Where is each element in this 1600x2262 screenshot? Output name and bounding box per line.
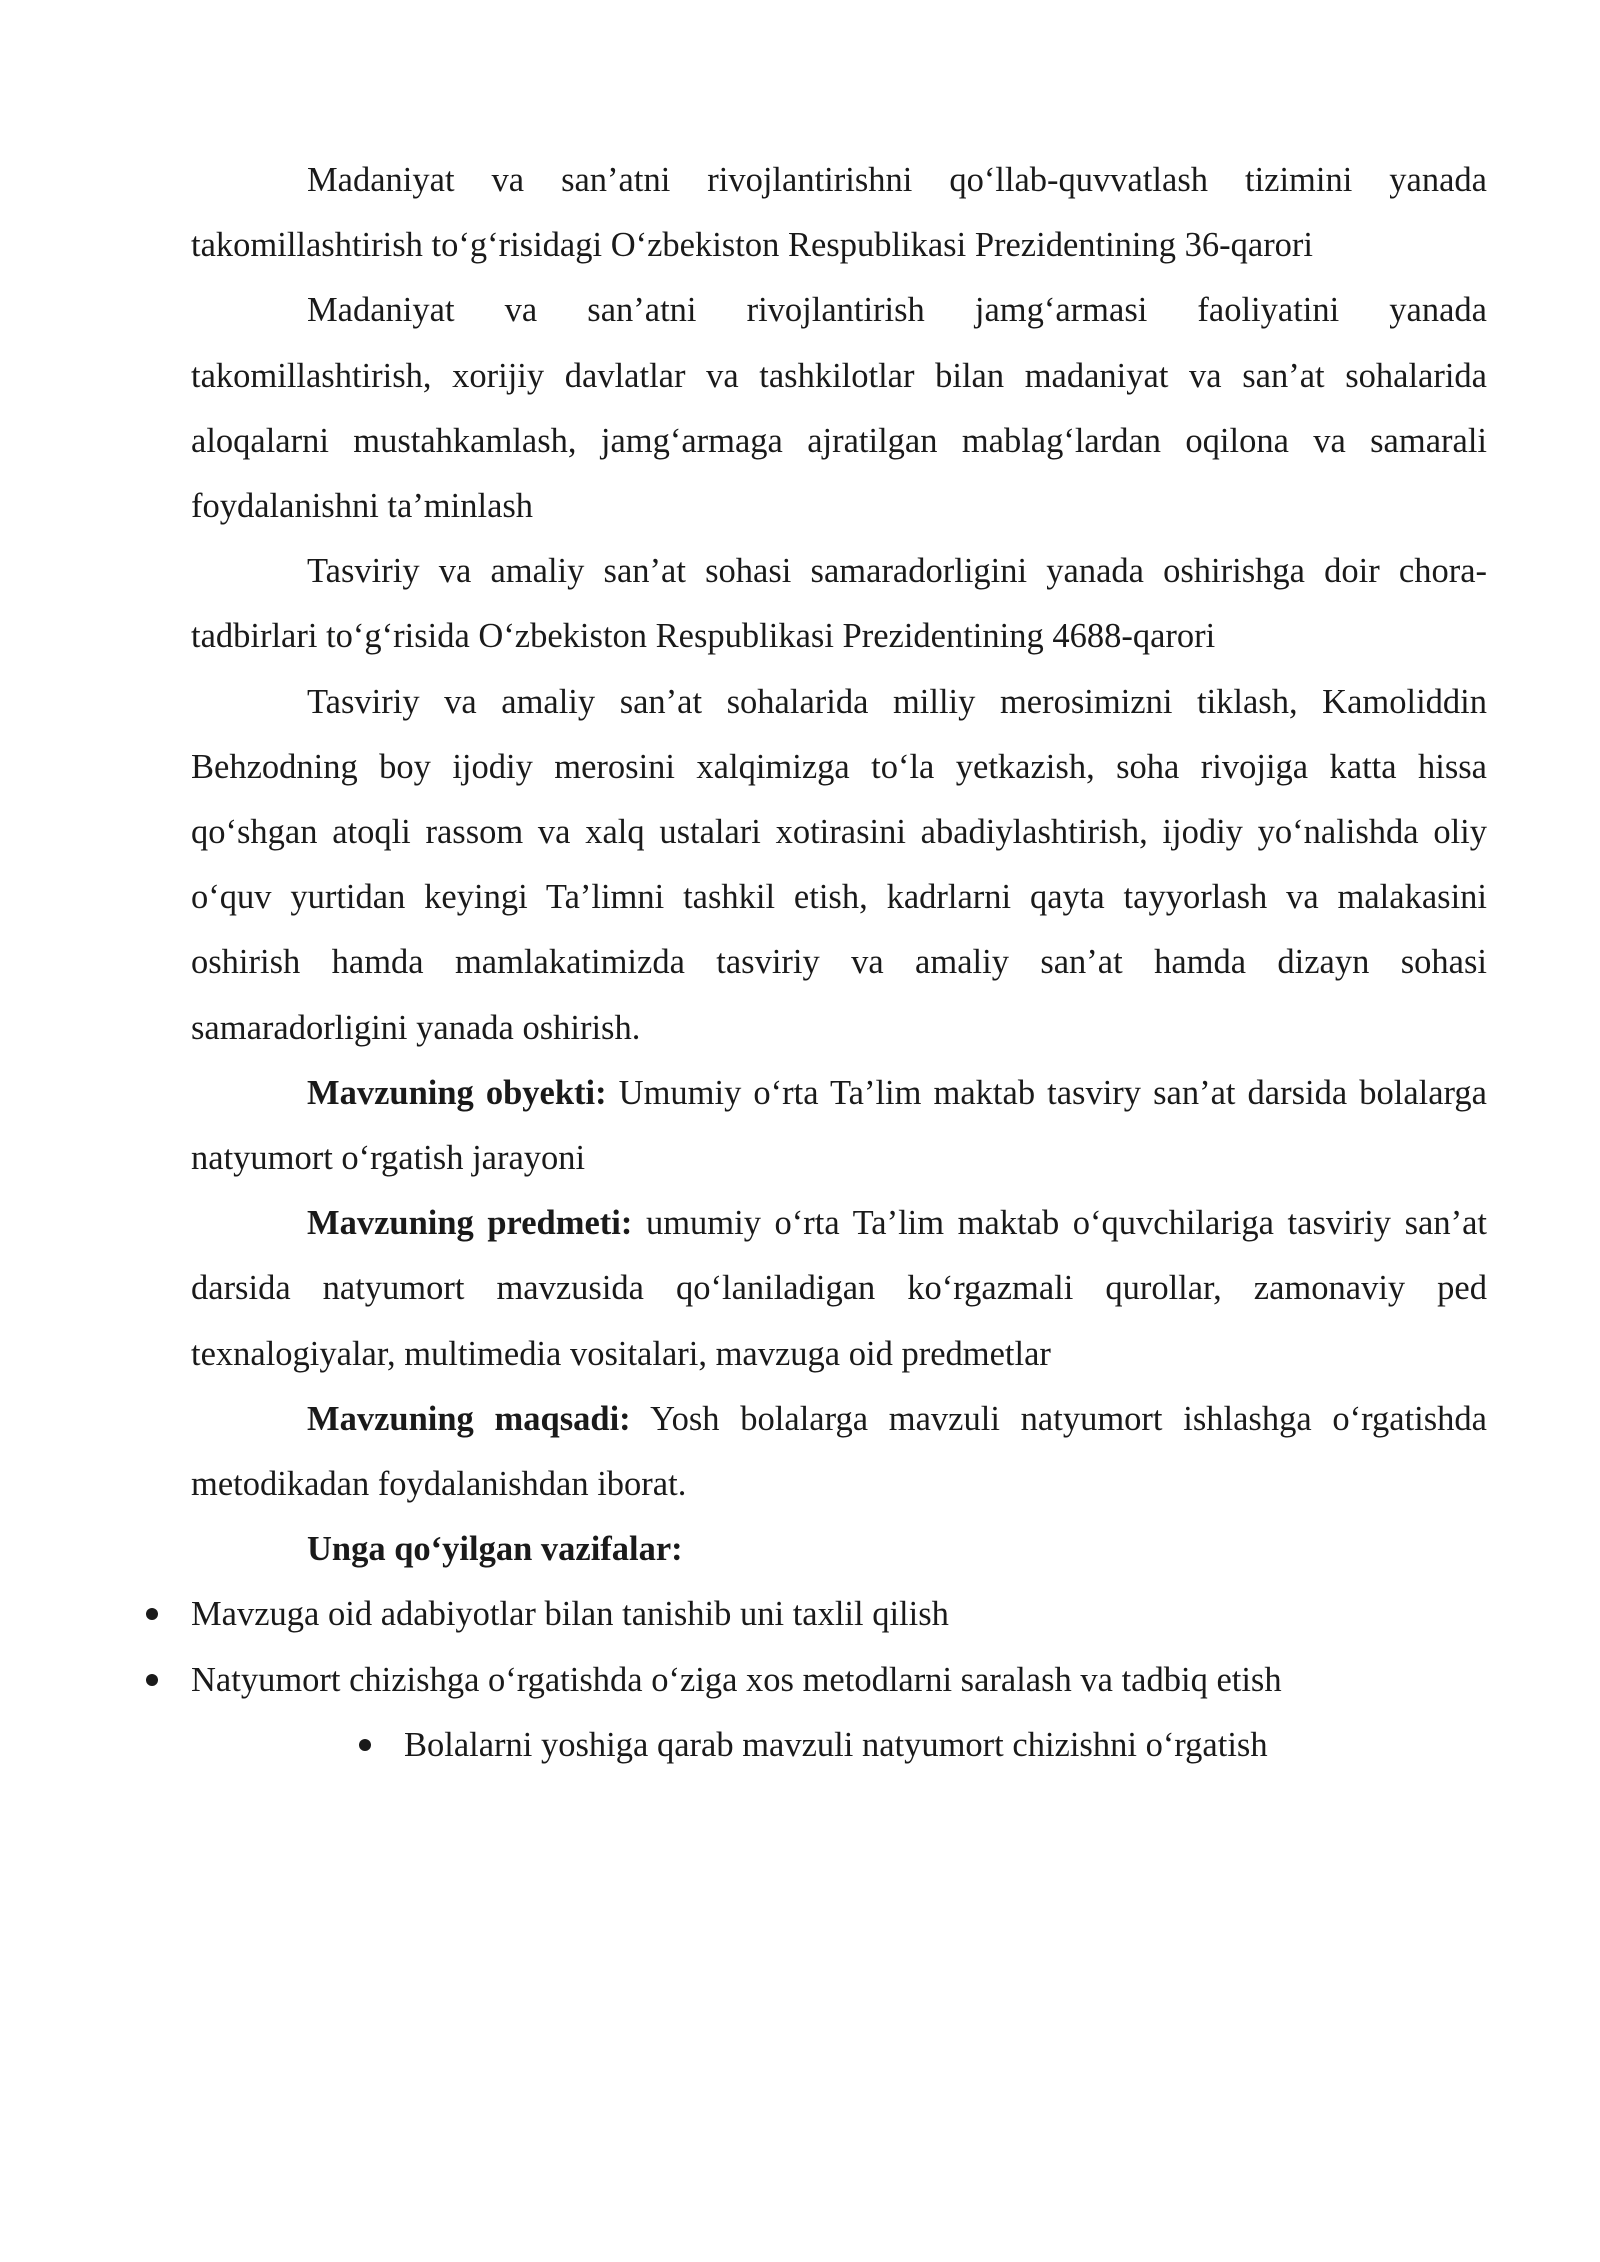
list-item <box>191 1582 1487 1647</box>
paragraph-text: Tasviriy va amaliy san’at sohasi samaradorligini yanada oshirishga doir chora-tadbirlari to‘g‘risida O‘zbekiston Respublikasi Prezidentining 4688-qarori <box>191 552 1487 656</box>
paragraph-text: Madaniyat va san’atni rivojlantirishni qo‘llab-quvvatlash tizimini yanada takomillashtirish to‘g‘risidagi O‘zbekiston Respublikasi Prezidentining 36-qarori <box>191 161 1487 265</box>
list-item-text: Natyumort chizishga o‘rgatishda o‘ziga xos metodlarni saralash va tadbiq etish <box>191 1660 1282 1699</box>
paragraph-object <box>191 1061 1487 1191</box>
paragraph-fund-activity <box>191 278 1487 539</box>
paragraph-text: Madaniyat va san’atni rivojlantirish jamg‘armasi faoliyatini yanada takomillashtirish, xorijiy davlatlar va tashkilotlar bilan madaniyat va san’at sohalarida aloqalarni mustahkamlash, jamg‘armaga ajratilgan mablag‘lardan oqilona va samarali foydalanishni ta’minlash <box>191 291 1487 526</box>
paragraph-label: Mavzuning predmeti: <box>307 1204 633 1243</box>
bullet-icon <box>146 1674 158 1686</box>
list-item <box>191 1648 1487 1713</box>
paragraph-text: Umumiy o‘rta Ta’lim maktab tasviry san’at darsida bolalarga natyumort o‘rgatish jarayoni <box>191 1073 1487 1178</box>
document-body <box>191 148 1487 1778</box>
bullet-icon <box>359 1739 371 1751</box>
paragraph-label: Mavzuning obyekti: <box>307 1073 607 1112</box>
paragraph-text: Yosh bolalarga mavzuli natyumort ishlashga o‘rgatishda metodikadan foydalanishdan iborat. <box>191 1399 1487 1504</box>
paragraph-heritage <box>191 670 1487 1061</box>
tasks-list <box>191 1582 1487 1778</box>
bullet-icon <box>146 1608 158 1620</box>
paragraph-decree-4688 <box>191 539 1487 669</box>
paragraph-label: Mavzuning maqsadi: <box>307 1399 631 1438</box>
paragraph-decree-36 <box>191 148 1487 278</box>
paragraph-text: umumiy o‘rta Ta’lim maktab o‘quvchilariga tasviriy san’at darsida natyumort mavzusida qo‘laniladigan ko‘rgazmali qurollar, zamonaviy ped texnalogiyalar, multimedia vositalari, mavzuga oid predmetlar <box>191 1204 1488 1373</box>
paragraph-goal <box>191 1387 1487 1517</box>
paragraph-text: Tasviriy va amaliy san’at sohalarida milliy merosimizni tiklash, Kamoliddin Behzodning boy ijodiy merosini xalqimizga to‘la yetkazish, soha rivojiga katta hissa qo‘shgan atoqli rassom va xalq ustalari xotirasini abadiylashtirish, ijodiy yo‘nalishda oliy o‘quv yurtidan keyingi Ta’limni tashkil etish, kadrlarni qayta tayyorlash va malakasini oshirish hamda mamlakatimizda tasviriy va amaliy san’at hamda dizayn sohasi samaradorligini yanada oshirish. <box>191 682 1487 1047</box>
paragraph-subject <box>191 1191 1487 1387</box>
tasks-heading: Unga qo‘yilgan vazifalar: <box>307 1530 683 1569</box>
nested-list-item <box>404 1713 1487 1778</box>
list-item-text: Bolalarni yoshiga qarab mavzuli natyumort chizishni o‘rgatish <box>404 1725 1268 1764</box>
list-item-text: Mavzuga oid adabiyotlar bilan tanishib uni taxlil qilish <box>191 1595 949 1634</box>
